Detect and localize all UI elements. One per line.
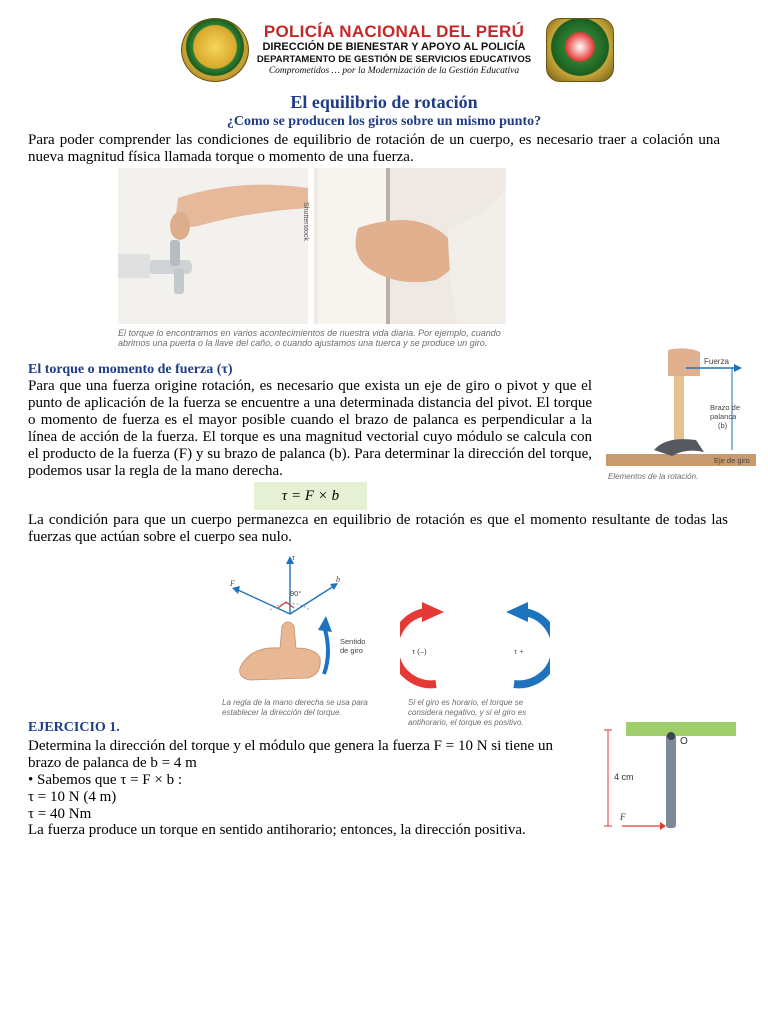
hammer-caption: Elementos de la rotación. (608, 472, 699, 481)
intro-paragraph: Para poder comprender las condiciones de equilibrio de rotación de un cuerpo, es necesario traer a colación una nueva magnitud física llamada torque o momento de una fuerza. (28, 132, 720, 165)
rotation-direction-figure (400, 600, 560, 727)
hand-angle-label: 90° (290, 589, 302, 598)
hammer-illustration (606, 346, 756, 486)
hand-rotation-label: Sentido de giro (340, 637, 366, 655)
rotation-pos-label: τ + (514, 647, 524, 656)
hammer-label-pivot: Eje de giro (714, 456, 750, 465)
rod-length-label: 4 cm (614, 772, 634, 782)
exercise-conclusion: La fuerza produce un torque en sentido antihorario; entonces, la dirección positiva. (28, 822, 526, 838)
tap-and-door-photo (118, 168, 506, 324)
rod-diagram (600, 720, 740, 832)
rod-force-label: F (620, 812, 626, 822)
header-institution: POLICÍA NACIONAL DEL PERÚ (263, 22, 525, 41)
rotation-caption: Si el giro es horario, el torque se considera negativo, y si el giro es antihorario, el torque es positivo. (408, 698, 527, 727)
exercise-step-3: τ = 40 Nm (28, 806, 92, 822)
exercise-step-2: τ = 10 N (4 m) (28, 789, 117, 805)
hand-caption: La regla de la mano derecha se usa para establecer la dirección del torque. (222, 698, 368, 717)
exercise-figure (600, 720, 740, 832)
hand-vector-f: F (230, 579, 235, 588)
right-hand-rule-figure (220, 552, 380, 722)
hammer-label-force: Fuerza (704, 357, 729, 366)
exercise-statement: Determina la dirección del torque y el módulo que genera la fuerza F = 10 N si tiene un brazo de palanca de b = 4 m (28, 738, 553, 771)
header-motto: Comprometidos … por la Modernización de la Gestión Educativa (268, 66, 520, 76)
torque-heading: El torque o momento de fuerza (τ) (28, 362, 233, 377)
header-department: DEPARTAMENTO DE GESTIÓN DE SERVICIOS EDUCATIVOS (256, 54, 532, 65)
hand-vector-b: b (336, 575, 340, 584)
header-direction: DIRECCIÓN DE BIENESTAR Y APOYO AL POLICÍA (262, 41, 526, 53)
exercise-step-1: • Sabemos que τ = F × b : (28, 772, 183, 788)
rotation-arrows (400, 600, 550, 692)
hand-vector-tau: τ (292, 553, 295, 562)
equilibrium-condition: La condición para que un cuerpo permanezca en equilibrio de rotación es que el momento resultante de todas las fuerzas que actúan sobre el cuerpo sea nulo. (28, 512, 728, 545)
photo-watermark: Shutterstock (302, 202, 309, 241)
police-crest-logo (181, 18, 249, 82)
header-block (248, 23, 540, 77)
page-title: El equilibrio de rotación (290, 92, 478, 112)
rotation-neg-label: τ (–) (412, 647, 427, 656)
hammer-label-arm: Brazo de palanca (b) (710, 403, 741, 430)
torque-paragraph: Para que una fuerza origine rotación, es necesario que exista un eje de giro o pivot y que el punto de aplicación de la fuerza se encuentre a una determinada distancia del pivot. El torque o momento de fuerza es el mayor posible cuando el brazo de palanca es perpendicular a la línea de acción de la fuerza. El torque es una magnitud vectorial cuyo módulo se calcula con el producto de la fuerza (F) y su brazo de palanca (b). Para determinar la dirección del torque, podemos usar la regla de la mano derecha. (28, 378, 592, 479)
hammer-figure (606, 346, 756, 486)
rod-pivot-label: O (680, 736, 688, 747)
education-seal-logo (546, 18, 614, 82)
photo-caption: El torque lo encontramos en varios acontecimientos de nuestra vida diaria. Por ejemplo, cuando abrimos una puerta o la llave del caño, o cuando ajustamos una tuerca y se produce un giro. (118, 328, 501, 348)
exercise-heading: EJERCICIO 1. (28, 720, 120, 735)
page-subtitle: ¿Como se producen los giros sobre un mismo punto? (226, 114, 542, 129)
right-hand-rule-illustration (220, 552, 380, 692)
torque-formula: τ = F × b (254, 482, 367, 510)
torque-photo-figure (118, 168, 506, 358)
